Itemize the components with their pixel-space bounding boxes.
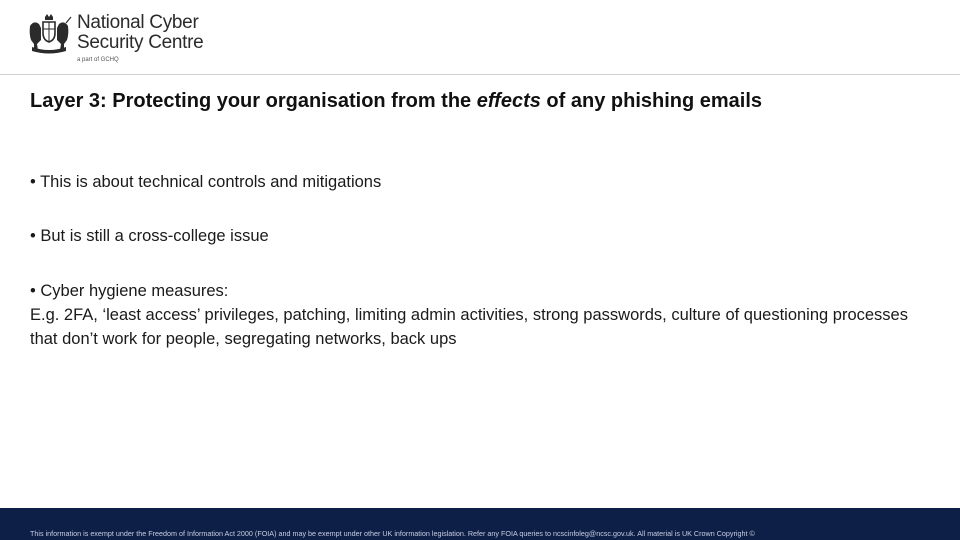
cyber-hygiene-heading: • Cyber hygiene measures:: [30, 282, 229, 300]
footer-bar: [0, 508, 960, 540]
footer-disclaimer: This information is exempt under the Freedom of Information Act 2000 (FOIA) and may be exempt under other UK information legislation. Refer any FOIA queries to ncscinfoleg@ncsc.gov.uk. All material is UK Crown Copyright ©: [30, 529, 755, 538]
royal-coat-of-arms-icon: [26, 14, 72, 54]
title-emphasis: effects: [476, 90, 541, 112]
bullet-cyber-hygiene: [30, 279, 910, 351]
logo-subtitle: a part of GCHQ: [77, 57, 119, 63]
slide-title: [30, 90, 930, 113]
organisation-logo-text: [77, 13, 203, 53]
bullet-technical-controls: • This is about technical controls and mitigations: [30, 173, 382, 191]
bullet-cross-college: • But is still a cross-college issue: [30, 227, 269, 245]
cyber-hygiene-examples: E.g. 2FA, ‘least access’ privileges, patching, limiting admin activities, strong passwords, culture of questioning processes that don’t work for people, segregating networks, back ups: [30, 306, 908, 348]
logo-line-2: Security Centre: [77, 32, 204, 53]
slide-header: [0, 0, 960, 75]
logo-line-1: National Cyber: [77, 12, 199, 33]
title-text-start: Layer 3: Protecting your organisation from the: [30, 90, 477, 112]
title-text-end: of any phishing emails: [540, 90, 763, 112]
header-divider: [0, 74, 960, 75]
